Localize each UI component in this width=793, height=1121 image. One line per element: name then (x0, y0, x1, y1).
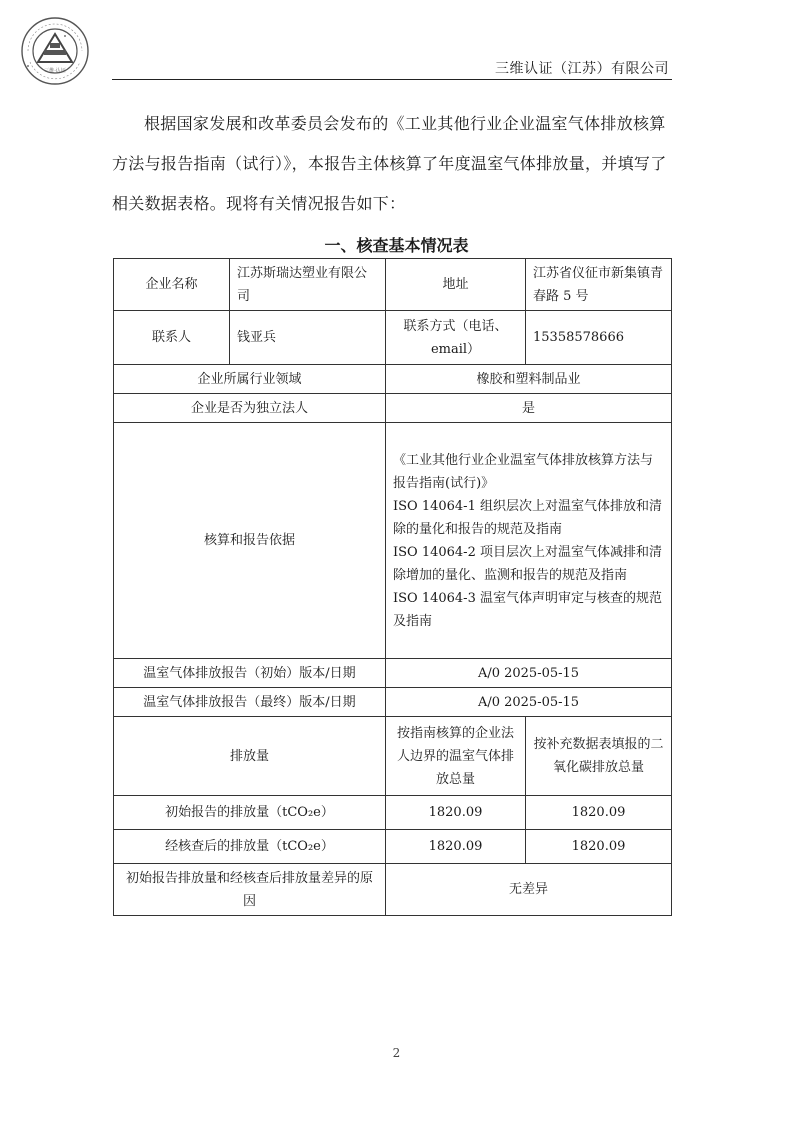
verified-emission-label: 经核查后的排放量（tCO₂e） (114, 830, 386, 864)
final-version-label: 温室气体排放报告（最终）版本/日期 (114, 688, 386, 717)
basis-item: 《工业其他行业企业温室气体排放核算方法与报告指南(试行)》 (393, 452, 654, 491)
emission-label: 排放量 (114, 717, 386, 796)
svg-text:三维·认证: 三维·认证 (44, 68, 66, 74)
basis-item: ISO 14064-1 组织层次上对温室气体排放和清除的量化和报告的规范及指南 (393, 498, 662, 537)
section-title: 一、核查基本情况表 (324, 236, 469, 255)
contact-value: 钱亚兵 (230, 311, 386, 365)
basis-item: ISO 14064-3 温室气体声明审定与核查的规范及指南 (393, 590, 662, 629)
initial-emission-col1: 1820.09 (386, 796, 526, 830)
scan-speck (27, 65, 29, 67)
page-number: 2 (392, 1046, 401, 1060)
emission-col1-header: 按指南核算的企业法人边界的温室气体排放总量 (386, 717, 526, 796)
industry-value: 橡胶和塑料制品业 (386, 365, 672, 394)
intro-paragraph: 根据国家发展和改革委员会发布的《工业其他行业企业温室气体排放核算方法与报告指南（试行）》，本报告主体核算了年度温室气体排放量，并填写了相关数据表格。现将有关情况报告如下： (112, 114, 667, 213)
difference-reason-value: 无差异 (386, 864, 672, 916)
initial-version-value: A/0 2025-05-15 (386, 659, 672, 688)
company-name-value: 江苏斯瑞达塑业有限公司 (230, 259, 386, 311)
phone-value: 15358578666 (526, 311, 672, 365)
industry-label: 企业所属行业领域 (114, 365, 386, 394)
legal-entity-label: 企业是否为独立法人 (114, 394, 386, 423)
difference-reason-label: 初始报告排放量和经核查后排放量差异的原因 (114, 864, 386, 916)
basis-list (386, 423, 672, 659)
basis-item: ISO 14064-2 项目层次上对温室气体减排和清除增加的量化、监测和报告的规范及指南 (393, 544, 662, 583)
emission-col2-header: 按补充数据表填报的二氧化碳排放总量 (526, 717, 672, 796)
header-divider (112, 79, 672, 80)
seal-logo-icon (14, 10, 96, 92)
contact-label: 联系人 (114, 311, 230, 365)
basis-label: 核算和报告依据 (114, 423, 386, 659)
final-version-value: A/0 2025-05-15 (386, 688, 672, 717)
initial-emission-label: 初始报告的排放量（tCO₂e） (114, 796, 386, 830)
verification-info-table (113, 258, 672, 916)
address-label: 地址 (386, 259, 526, 311)
initial-emission-col2: 1820.09 (526, 796, 672, 830)
verified-emission-col2: 1820.09 (526, 830, 672, 864)
phone-label: 联系方式（电话、email） (386, 311, 526, 365)
initial-version-label: 温室气体排放报告（初始）版本/日期 (114, 659, 386, 688)
scan-speck (64, 35, 66, 37)
company-name-label: 企业名称 (114, 259, 230, 311)
legal-entity-value: 是 (386, 394, 672, 423)
company-name-header: 三维认证（江苏）有限公司 (495, 61, 669, 77)
verified-emission-col1: 1820.09 (386, 830, 526, 864)
address-value: 江苏省仪征市新集镇青春路 5 号 (526, 259, 672, 311)
